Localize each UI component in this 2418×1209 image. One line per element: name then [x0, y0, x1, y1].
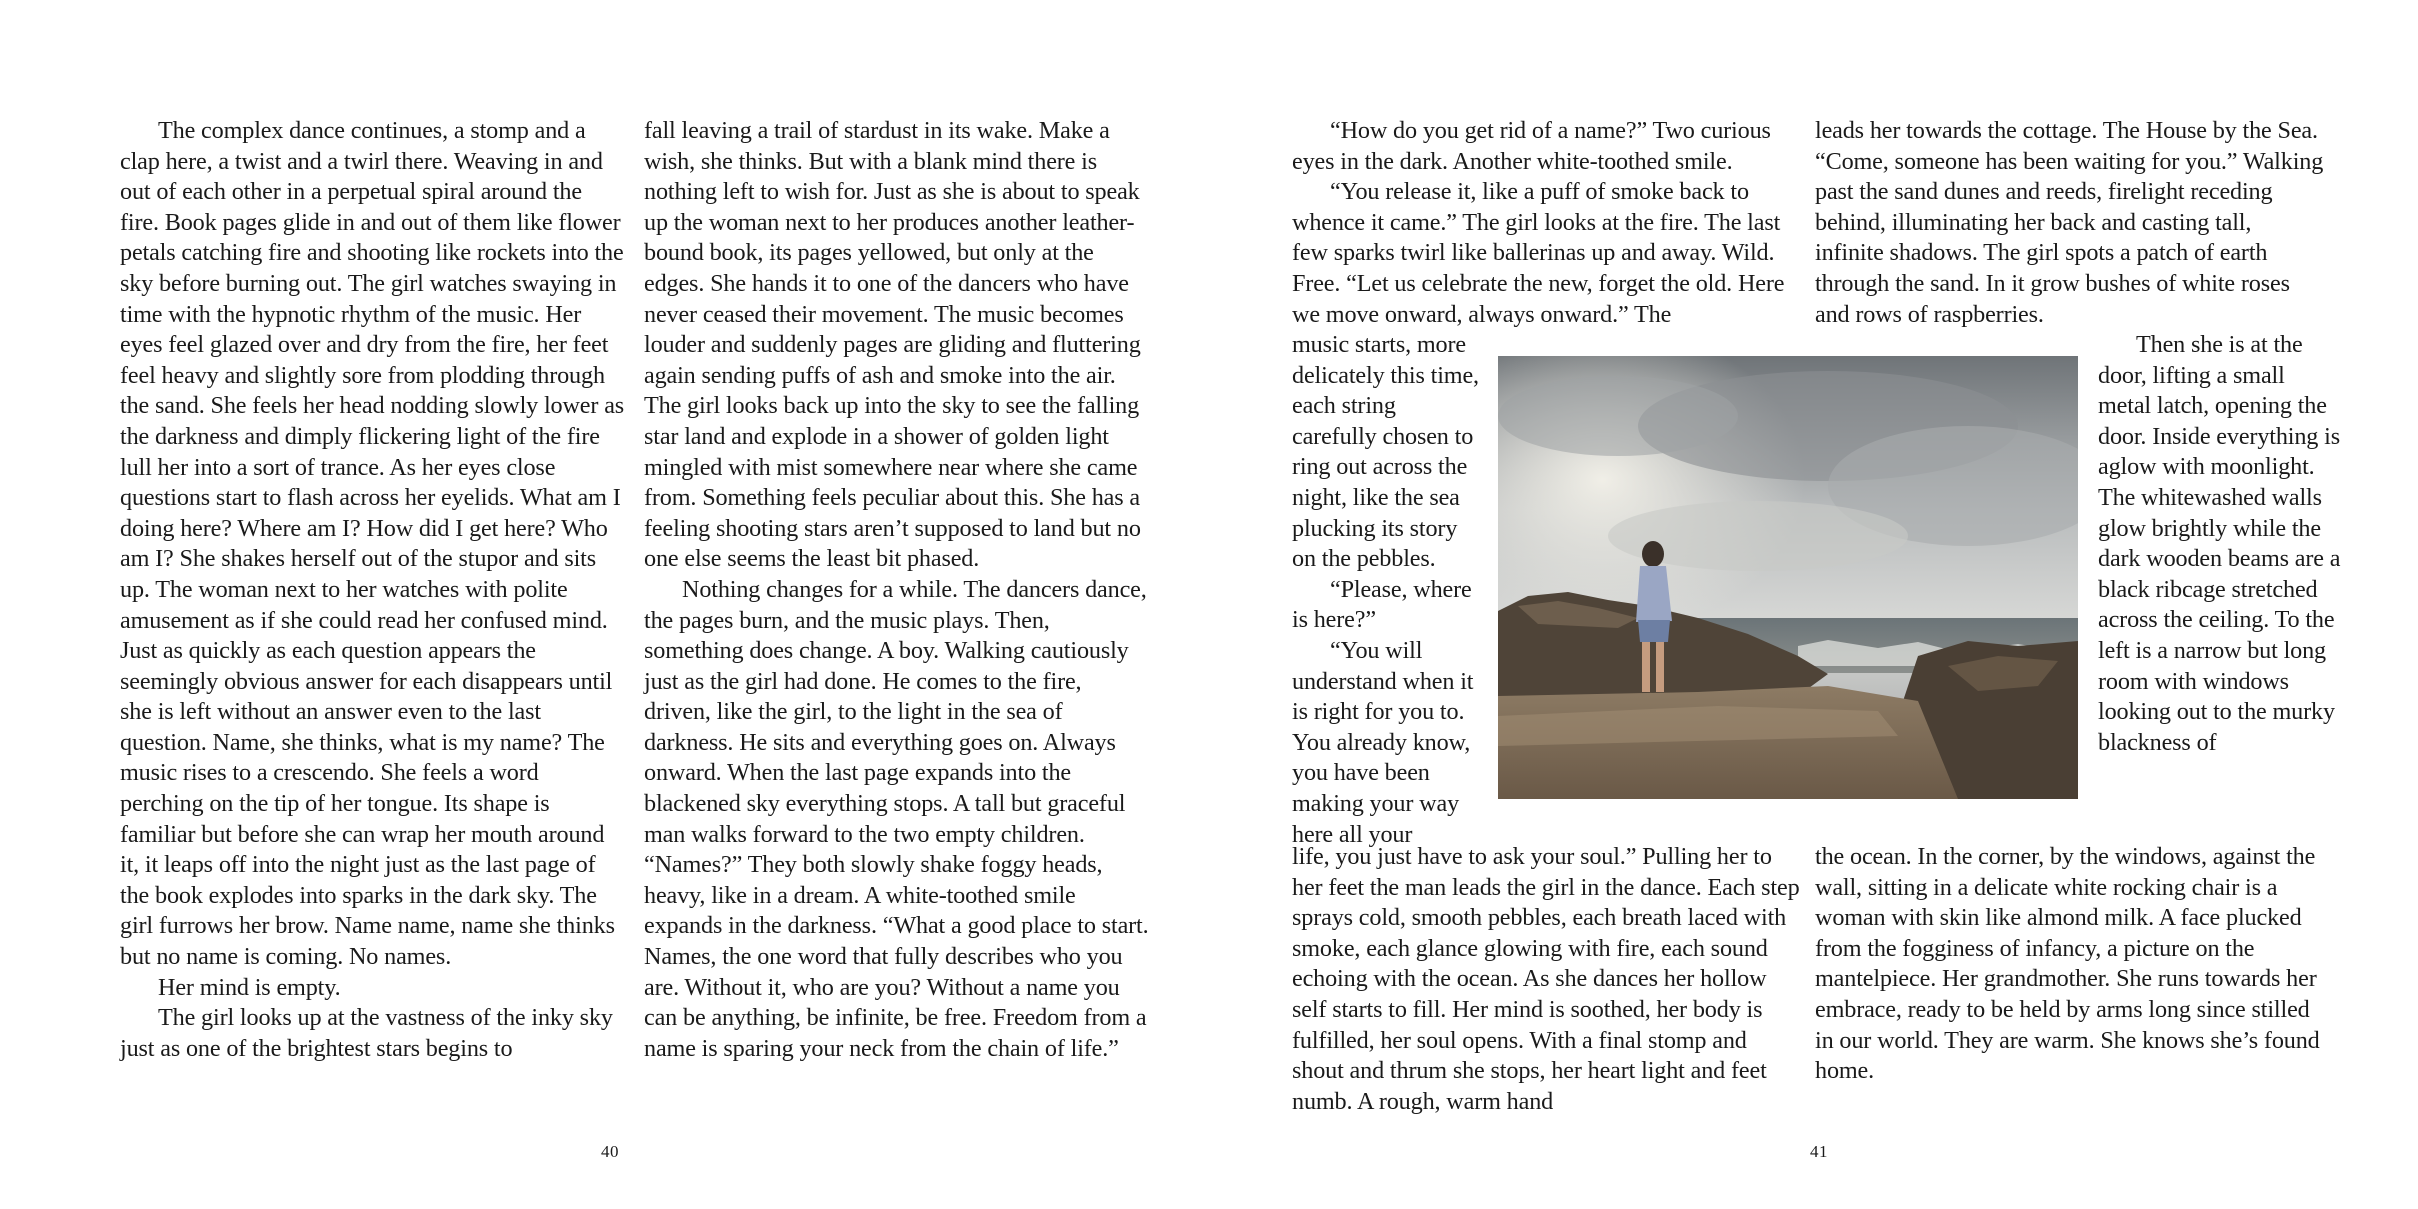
paragraph: “You release it, like a puff of smoke back to whence it came.” The girl looks at the fire. The last few sparks twirl like ballerinas up and away. Wild. Free. “Let us celebrate the new, forget the old. Here we move onward, always onward.” The	[1292, 178, 1785, 328]
paragraph: life, you just have to ask your soul.” Pulling her to her feet the man leads the girl in the dance. Each step sprays cold, smooth pebbles, each breath laced with smoke, each glance glowing with fire, each sound echoing with the ocean. As she dances her hollow self starts to fill. Her mind is soothed, her body is fulfilled, her soul opens. With a final stomp and shout and thrum she stops, her heart light and feet numb. A rough, warm hand	[1292, 843, 1800, 1115]
page-number: 40	[601, 1142, 619, 1161]
paragraph: music starts, more delicately this time, each string carefully chosen to ring out across the night, like the sea plucking its story on the pebbles.	[1292, 331, 1479, 573]
page-number: 41	[1810, 1142, 1828, 1161]
right-page-column-1-wrap	[1292, 330, 1482, 850]
right-page-column-1-top	[1292, 116, 1802, 330]
paragraph: “You will understand when it is right for you to. You already know, you have been making your way here all your	[1292, 636, 1474, 848]
paragraph: Then she is at the door, lifting a small metal latch, opening the door. Inside everything is aglow with moonlight. The whitewashed walls glow brightly while the dark wooden beams are a black ribcage stretched across the ceiling. To the left is a narrow but long room with windows looking out to the murky blackness of	[2098, 331, 2341, 756]
paragraph: Her mind is empty.	[158, 973, 341, 1001]
paragraph: The girl looks up at the vastness of the inky sky just as one of the brightest stars begins to	[120, 1004, 613, 1062]
paragraph: leads her towards the cottage. The House by the Sea. “Come, someone has been waiting for you.” Walking past the sand dunes and reeds, firelight receding behind, illuminating her back and casting tall, infinite shadows. The girl spots a patch of earth through the sand. In it grow bushes of white roses and rows of raspberries.	[1815, 117, 2324, 328]
paragraph: Nothing changes for a while. The dancers dance, the pages burn, and the music plays. Then, something does change. A boy. Walking cautiously just as the girl had done. He comes to the fire, driven, like the girl, to the light in the sea of darkness. He sits and everything goes on. Always onward. When the last page expands into the blackened sky everything stops. A tall but graceful man walks forward to the two empty children. “Names?” They both slowly shake foggy heads, heavy, like in a dream. A white-toothed smile expands in the darkness. “What a good place to start. Names, the one word that fully describes who you are. Without it, who are you? Without a name you can be anything, be infinite, be free. Freedom from a name is sparing your neck from the chain of life.”	[644, 575, 1149, 1062]
paragraph: “How do you get rid of a name?” Two curious eyes in the dark. Another white-toothed smile.	[1292, 117, 1771, 175]
paragraph: the ocean. In the corner, by the windows, against the wall, sitting in a delicate white rocking chair is a woman with skin like almond milk. A face plucked from the fogginess of infancy, a picture on the mantelpiece. Her grandmother. She runs towards her embrace, ready to be held by arms long since stilled in our world. They are warm. She knows she’s found home.	[1815, 843, 2320, 1085]
girl-on-rocky-coast-photo	[1498, 356, 2078, 799]
paragraph: fall leaving a trail of stardust in its wake. Make a wish, she thinks. But with a blank mind there is nothing left to wish for. Just as she is about to speak up the woman next to her produces another leather-bound book, its pages yellowed, but only at the edges. She hands it to one of the dancers who have never ceased their movement. The music becomes louder and suddenly pages are gliding and fluttering again sending puffs of ash and smoke into the air. The girl looks back up into the sky to see the falling star land and explode in a shower of golden light mingled with mist somewhere near where she came from. Something feels peculiar about this. She has a feeling shooting stars aren’t supposed to land but no one else seems the least bit phased.	[644, 117, 1141, 573]
paragraph: The complex dance continues, a stomp and a clap here, a twist and a twirl there. Weaving in and out of each other in a perpetual spiral around the fire. Book pages glide in and out of them like flower petals catching fire and shooting like rockets into the sky before burning out. The girl watches swaying in time with the hypnotic rhythm of the music. Her eyes feel glazed over and dry from the fire, her feet feel heavy and slightly sore from plodding through the sand. She feels her head nodding slowly lower as the darkness and dimply flickering light of the fire lull her into a sort of trance. As her eyes close questions start to flash across her eyelids. What am I doing here? Where am I? How did I get here? Who am I? She shakes herself out of the stupor and sits up. The woman next to her watches with polite amusement as if she could read her confused mind. Just as quickly as each question appears the seemingly obvious answer for each disappears until she is left without an answer even to the last question. Name, she thinks, what is my name? The music rises to a crescendo. She feels a word perching on the tip of her tongue. Its shape is familiar but before she can wrap her mouth around it, it leaps off into the night just as the last page of the book explodes into sparks in the dark sky. The girl furrows her brow. Name name, name she thinks but no name is coming. No names.	[120, 117, 625, 971]
left-page-column-2	[644, 116, 1149, 1064]
paragraph: “Please, where is here?”	[1292, 575, 1472, 634]
right-page-column-2-wrap	[2098, 330, 2343, 758]
right-page-column-1-bottom	[1292, 842, 1802, 1117]
right-page-column-2-top	[1815, 116, 2325, 330]
left-page-column-1	[120, 116, 625, 1064]
right-page-column-2-bottom	[1815, 842, 2325, 1087]
